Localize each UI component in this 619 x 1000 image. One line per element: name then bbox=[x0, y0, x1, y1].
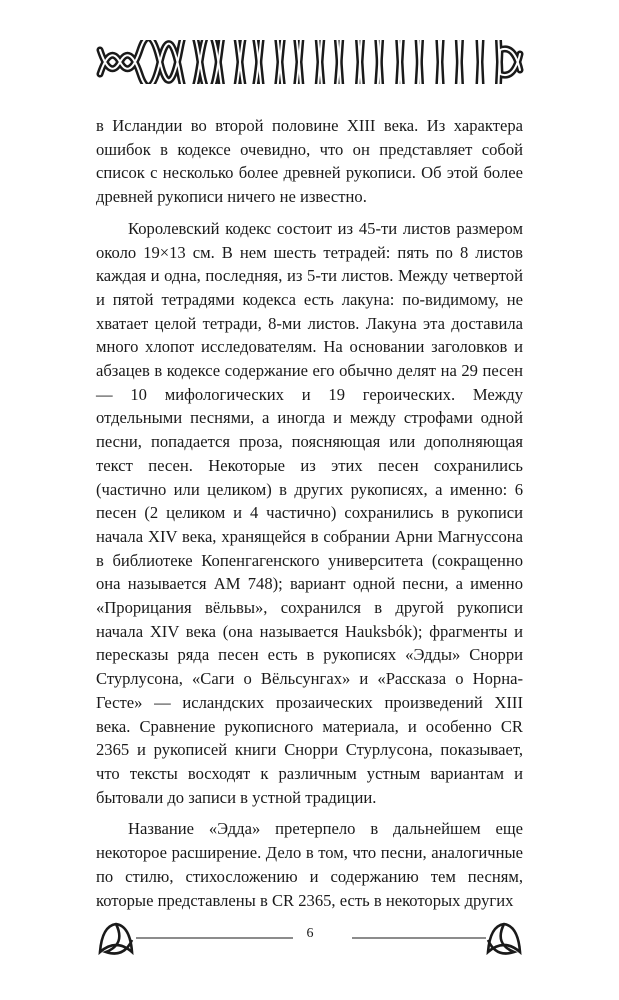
celtic-knot-border bbox=[96, 40, 524, 84]
celtic-knot-icon bbox=[96, 40, 524, 84]
page-number: 6 bbox=[293, 926, 328, 941]
body-text bbox=[96, 114, 523, 912]
page-footer bbox=[96, 918, 524, 962]
paragraph: Название «Эдда» претерпело в дальнейшем еще некоторое расширение. Дело в том, что песни, аналогичные по стилю, стихосложению и содержанию тем песням, которые представлены в CR 2365, есть в некоторых других bbox=[96, 819, 523, 910]
paragraph: в Исландии во второй половине XIII века. Из характера ошибок в кодексе очевидно, что он представляет собой список с несколько более древней рукописи. Об этой более древней рукописи ничего не известно. bbox=[96, 116, 523, 207]
paragraph: Королевский кодекс состоит из 45-ти листов размером около 19×13 см. В нем шесть тетрадей: пять по 8 листов каждая и одна, последняя, из 5-ти листов. Между четвертой и пятой тетрадями кодекса есть лакуна: по-видимому, не хватает целой тетради, 8-ми листов. Лакуна эта доставила много хлопот исследователям. На основании заголовков и абзацев в кодексе содержание его обычно делят на 29 песен — 10 мифологических и 19 героических. Между отдельными песнями, а иногда и между строфами одной песни, попадается проза, поясняющая или дополняющая текст песен. Некоторые из этих песен сохранились (частично или целиком) в других рукописях, а именно: 6 песен (2 целиком и 4 частично) сохранились в рукописи начала XIV века, хранящейся в собрании Арни Магнуссона в библиотеке Копенгагенского университета (сокращенно она называется AM 748); вариант одной песни, а именно «Прорицания вёльвы», сохранился в другой рукописи начала XIV века (она называется Hauksbók); фрагменты и пересказы ряда песен есть в рукописях «Эдды» Снорри Стурлусона, «Саги о Вёльсунгах» и «Рассказа о Норна-Гесте» — исландских прозаических произведений XIII века. Сравнение рукописного материала, и особенно CR 2365 и рукописей книги Снорри Стурлусона, показывает, что тексты восходят к различным устным вариантам и бытовали до записи в устной традиции. bbox=[96, 218, 523, 807]
